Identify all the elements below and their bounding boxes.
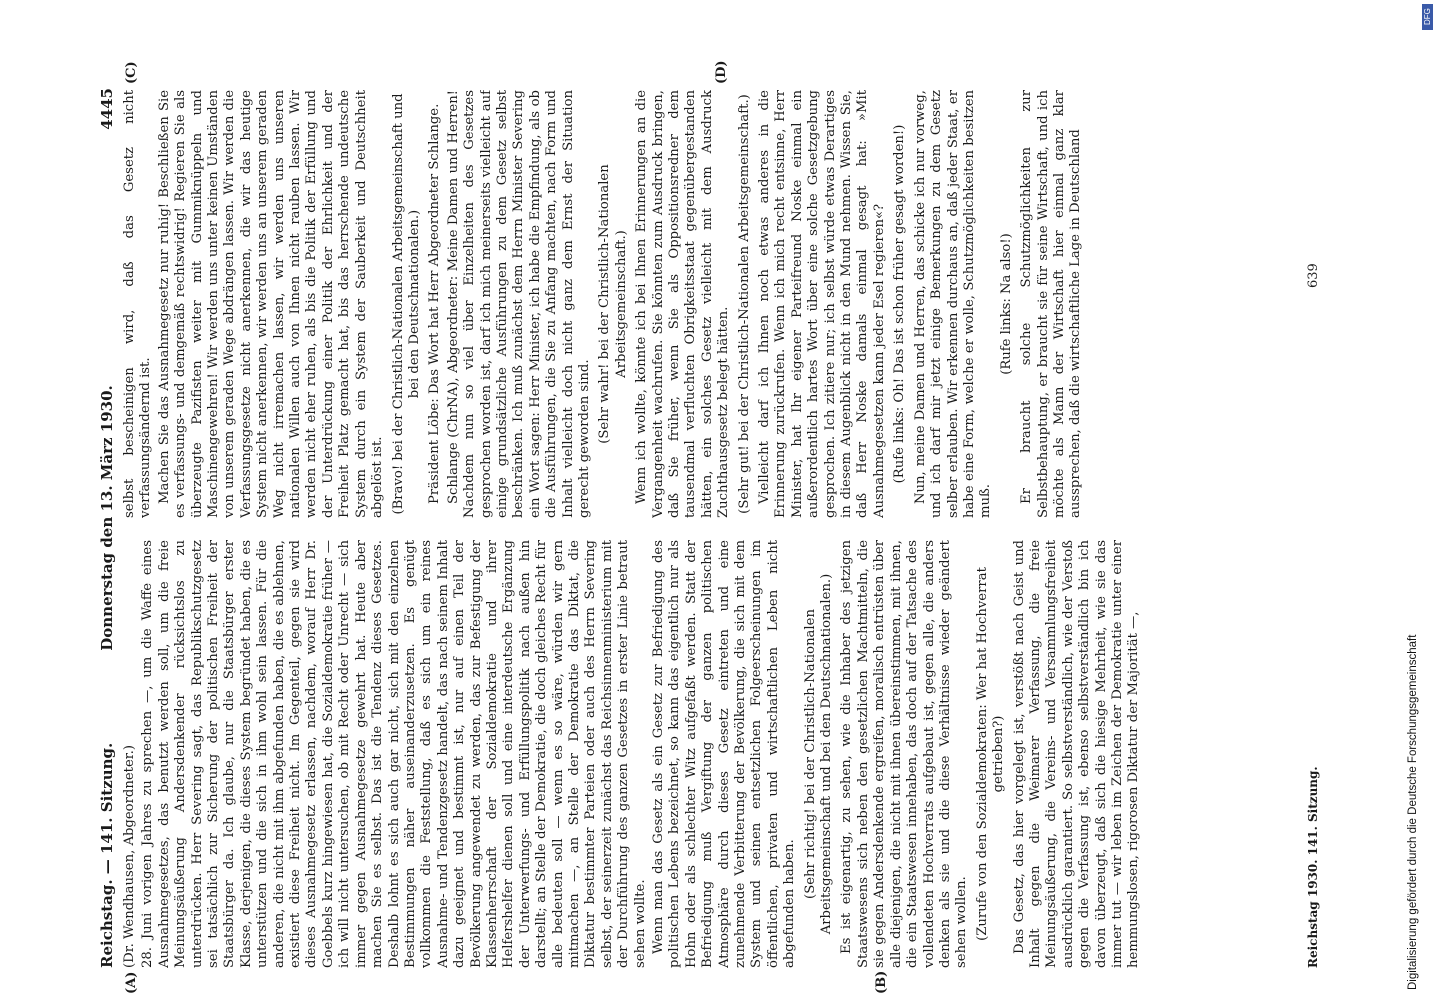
president-line: Präsident Löbe: Das Wort hat Herr Abgeordneter Schlange. <box>427 103 443 504</box>
interjection: (Sehr wahr! bei der Christlich-Nationalen Arbeitsgemeinschaft.) <box>597 164 629 444</box>
speaker-line: (Dr. Wendhausen, Abgeordneter.) <box>122 745 137 968</box>
paragraph: Schlange (ChrNA), Abgeordneter: Meine Damen und Herren! Nachdem nun so viel über Einzelheiten des Gesetzes gesprochen worden ist, darf ich mich meinerseits vielleicht auf einige grundsätzliche Ausführungen zu dem Gesetz selbst beschränken. Ich muß zunächst dem Herrn Minister Severing ein Wort sagen: Herr Minister, ich habe die Empfindung, als ob die Ausführungen, die Sie zu Anfang machten, nach Form und Inhalt vielleicht doch nicht ganz dem Ernst der Situation gerecht geworden sind. <box>445 90 592 518</box>
margin-marker-d: (D) <box>714 60 729 84</box>
running-header <box>94 88 120 968</box>
header-center: Donnerstag den 13. März 1930. <box>98 385 116 651</box>
paragraph: selbst bescheinigen wird, daß das Gesetz nicht verfassungsändernd ist. <box>122 90 154 518</box>
left-column <box>122 540 1302 968</box>
interjection: (Rufe links: Na also!) <box>998 233 1014 375</box>
interjection: (Zurufe von den Sozialdemokraten: Wer hat Hochverrat getrieben?) <box>974 567 1007 941</box>
paragraph: 28. Juni vorigen Jahres zu sprechen —, um die Waffe eines Ausnahmegesetzes, das benutzt werden soll, um die freie Meinungsäußerung Andersdenkender rücksichtslos zu unterdrücken. Herr Severing sagt, das Republikschutzgesetz sei tatsächlich zur Sicherung der politischen Freiheit der Staatsbürger da. Ich glaube, nur die Staatsbürger erster Klasse, derjenigen, die dieses System begründet haben, die es unterstützen und die sich in ihm wohl sein lassen. Für die anderen, die nicht mit ihm abgefunden haben, die es ablehnen, existiert diese Freiheit nicht. Im Gegenteil, gegen sie wird dieses Ausnahmegesetz erlassen, nachdem, worauf Herr Dr. Goebbels kurz hingewiesen hat, die Sozialdemokratie früher — ich will nicht untersuchen, ob mit Recht oder Unrecht — sich immer gegen Ausnahmegesetze gewehrt hat. Heute aber machen Sie es selbst. Das ist die Tendenz dieses Gesetzes. Deshalb lohnt es sich auch gar nicht, sich mit den einzelnen Bestimmungen näher auseinanderzusetzen. Es genügt vollkommen die Feststellung, daß es sich um ein reines Ausnahme- und Tendenzgesetz handelt, das nach seinem Inhalt dazu geeignet und bestimmt ist, nur auf einen Teil der Bevölkerung angewendet zu werden, das zur Befestigung der Klassenherrschaft der Sozialdemokratie und ihrer Helfershelfer dienen soll und eine interdeutsche Ergänzung der Unterwerfungs- und Erfüllungspolitik nach außen hin darstellt; an Stelle der Demokratie, die doch gleiches Recht für alle bedeuten soll — wenn es so wäre, würden wir gern mitmachen —, an Stelle der Demokratie das Diktat, die Diktatur bestimmter Parteien oder auch des Herrn Severing selbst, der seinerzeit zunächst das Reichsinnenministerium mit der Durchführung des ganzen Gesetzes in erster Linie betraut sehen wollte. <box>140 540 648 968</box>
paragraph: Machen Sie das Ausnahmegesetz nur ruhig! Beschließen Sie es verfassungs- und demgemäß rechtswidrig! Regieren Sie als überzeugte Pazifisten weiter mit Gummiknüppeln und Maschinengewehren! Wir werden uns unter keinen Umständen von unserem geraden Wege abdrängen lassen. Wir werden die Verfassungsgesetze nicht anerkennen, die wir das heutige System nicht anerkennen, wir werden uns an unserem geraden Weg nicht irremachen lassen, wir werden uns unseren nationalen Willen auch von Ihnen nicht rauben lassen. Wir werden nicht eher ruhen, als bis die Politik der Erfüllung und der Unterdrückung einer Politik der Ehrlichkeit und der Freiheit Platz gemacht hat, bis das herrschende undeutsche System durch ein System der Sauberkeit und Deutschheit abgelöst ist. <box>156 90 386 518</box>
rotated-page <box>94 60 1324 994</box>
dfg-logo: DFG <box>1422 4 1433 30</box>
footer-signature: Reichstag 1930. 141. Sitzung. <box>1306 766 1320 968</box>
paragraph: Es ist eigenartig, zu sehen, wie die Inhaber des jetzigen Staatswesens sich neben den gesetzlichen Machtmitteln, die sie gegen Andersdenkende ergreifen, moralisch entrüsten über alle diejenigen, die nicht mit ihnen übereinstimmen, mit ihnen, die ein Staatswesen innehaben, das doch auf der Tatsache des vollendeten Hochverrats aufgebaut ist, gegen alle, die anders denken als sie und die diese Verhältnisse wieder geändert sehen wollen. <box>839 540 970 968</box>
paragraph: Vielleicht darf ich Ihnen noch etwas anderes in die Erinnerung zurückrufen. Wenn ich mich recht entsinne, Herr Minister, hat Ihr eigener Parteifreund Noske einmal ein außerordentlich hartes Wort über eine solche Gesetzgebung gesprochen. Ich zitiere nur; ich selbst würde etwas Derartiges in diesem Augenblick nicht in den Mund nehmen. Wissen Sie, daß Herr Noske damals einmal gesagt hat: »Mit Ausnahmegesetzen kann jeder Esel regieren«? <box>757 90 887 518</box>
paragraph: Nun, meine Damen und Herren, das schicke ich nur vorweg, und ich darf mir jetzt einige Bemerkungen zu dem Gesetz selber erlauben. Wir erkennen durchaus an, daß jeder Staat, er habe eine Form, welche er wolle, Schutzmöglichkeiten besitzen muß. <box>912 90 994 518</box>
footer-page-number: 639 <box>1306 263 1321 288</box>
paragraph: Das Gesetz, das hier vorgelegt ist, verstößt nach Geist und Inhalt gegen die Weimarer Verfassung, die freie Meinungsäußerung, die Vereins- und Versammlungsfreiheit ausdrücklich garantiert. So selbstverständlich, wie der Verstoß gegen die Verfassung ist, ebenso selbstverständlich bin ich davon überzeugt, daß sich die hiesige Mehrheit, wie sie das immer tut — wir leben im Zeichen der Demokratie unter einer hemmungslosen, rigorosen Diktatur der Majorität —, <box>1011 540 1142 968</box>
margin-marker-c: (C) <box>124 61 139 84</box>
interjection: (Sehr gut! bei der Christlich-Nationalen Arbeitsgemeinschaft.) <box>736 94 752 514</box>
paragraph: Wenn ich wollte, könnte ich bei Ihnen Erinnerungen an die Vergangenheit wachrufen. Sie könnten zum Ausdruck bringen, daß Sie früher, wenn Sie als Oppositionsredner dem tausendmal verfluchten Obrigkeitsstaat gegenübergestanden hätten, ein solches Gesetz vielleicht mit dem Ausdruck Zuchthausgesetz belegt hätten. <box>634 90 732 518</box>
right-column <box>122 90 1302 518</box>
digitization-sidebar <box>1395 0 1434 1000</box>
interjection: (Bravo! bei der Christlich-Nationalen Arbeitsgemeinschaft und bei den Deutschnationalen.) <box>390 93 422 515</box>
interjection: (Rufe links: Oh! Das ist schon früher gesagt worden!) <box>892 124 908 484</box>
header-page-number: 4445 <box>98 88 116 130</box>
paragraph: Wenn man das Gesetz als ein Gesetz zur Befriedigung des politischen Lebens bezeichnet, so kann das eigentlich nur als Hohn oder als schlechter Witz aufgefaßt werden. Statt der Befriedigung muß Vergiftung der ganzen politischen Atmosphäre durch dieses Gesetz eintreten und eine zunehmende Verbitterung der Bevölkerung, die sich mit dem System und seinen entsetzlichen Folgeerscheinungen im öffentlichen, privaten und wirtschaftlichen Leben nicht abgefunden haben. <box>651 540 798 968</box>
margin-marker-b: (B) <box>874 970 889 994</box>
interjection: (Sehr richtig! bei der Christlich-Nationalen Arbeitsgemeinschaft und bei den Deutschnationalen.) <box>802 573 835 935</box>
paragraph: Er braucht solche Schutzmöglichkeiten zur Selbstbehauptung, er braucht sie für seine Wirtschaft, und ich möchte als Mann der Wirtschaft hier einmal ganz klar aussprechen, daß die wirtschaftliche Lage in Deutschland <box>1019 90 1084 518</box>
funding-note: Digitalisierung gefördert durch die Deutsche Forschungsgemeinschaft <box>1407 634 1419 990</box>
margin-marker-a: (A) <box>124 971 139 994</box>
header-left: Reichstag. — 141. Sitzung. <box>98 742 116 968</box>
